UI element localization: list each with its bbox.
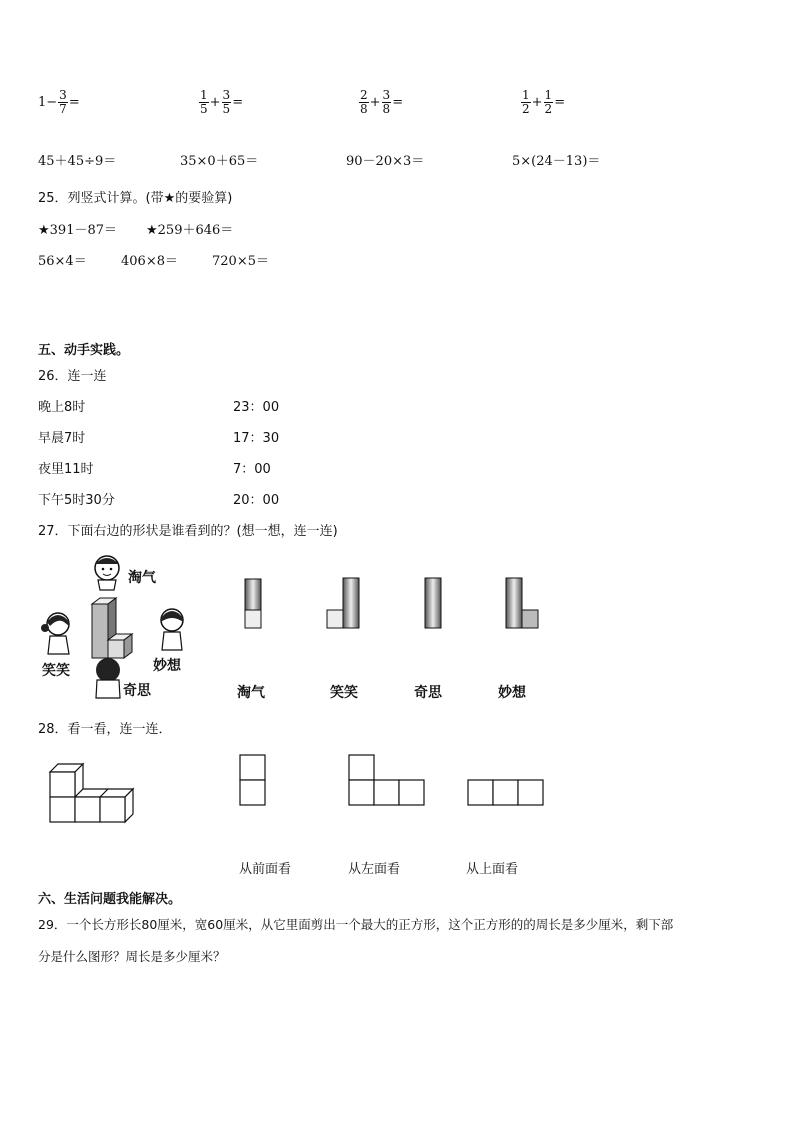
view-shape-l-right <box>505 577 541 631</box>
q26-left-3: 夜里11时 <box>38 462 94 477</box>
kid-back-icon <box>96 658 120 698</box>
denominator: 8 <box>382 102 391 116</box>
fraction <box>199 89 209 116</box>
fraction <box>359 89 369 116</box>
view-shape-stacked <box>244 578 264 630</box>
answer-label-4: 妙想 <box>498 685 526 701</box>
q28-view-l-shape <box>348 754 430 808</box>
fraction <box>521 89 531 116</box>
fraction-problem-2 <box>198 89 243 116</box>
view-label-top: 从上面看 <box>466 862 519 877</box>
numerator: 1 <box>544 88 553 102</box>
q25-title: 25．列竖式计算。(带★的要验算) <box>38 191 233 206</box>
q26-left-1: 晚上8时 <box>38 400 86 415</box>
fraction-problem-4 <box>520 89 565 116</box>
q29-line-2: 分是什么图形？周长是多少厘米？ <box>38 949 226 964</box>
mixed-op-2: 35×0＋65＝ <box>180 154 259 169</box>
view-label-left: 从左面看 <box>348 862 401 877</box>
denominator: 2 <box>522 102 530 116</box>
answer-label-1: 淘气 <box>237 685 265 701</box>
equals-sign: = <box>232 95 244 110</box>
denominator: 5 <box>222 102 231 116</box>
view-shape-l-left <box>326 577 362 631</box>
q27-title: 27．下面右边的形状是谁看到的？(想一想，连一连) <box>38 524 338 539</box>
q26-title: 26．连一连 <box>38 369 107 384</box>
numerator: 3 <box>222 88 231 102</box>
q26-right-4: 20：00 <box>233 493 280 508</box>
numerator: 2 <box>360 88 368 102</box>
kid-face-icon <box>161 609 183 650</box>
equals-sign: = <box>392 95 404 110</box>
q28-view-row <box>467 779 549 809</box>
q29-line-1: 29．一个长方形长80厘米，宽60厘米，从它里面剪出一个最大的正方形，这个正方形的的周长是多少厘米，剩下部 <box>38 917 674 932</box>
mixed-op-3: 90－20×3＝ <box>346 154 425 169</box>
blocks-3d-icon <box>92 598 132 658</box>
view-shape-tall <box>424 577 444 631</box>
kid-face-icon <box>41 613 69 654</box>
fraction <box>222 89 232 116</box>
q28-title: 28．看一看，连一连． <box>38 722 172 737</box>
q26-left-4: 下午5时30分 <box>38 493 115 508</box>
q25-plain-3: 720×5＝ <box>212 254 269 269</box>
q26-right-1: 23：00 <box>233 400 280 415</box>
kid-label-taoqi: 淘气 <box>128 570 156 586</box>
denominator: 7 <box>59 102 67 116</box>
kid-label-miaoxiang: 妙想 <box>153 658 181 674</box>
q25-plain-1: 56×4＝ <box>38 254 87 269</box>
mixed-op-1: 45＋45÷9＝ <box>38 154 117 169</box>
plus-sign: + <box>209 95 221 110</box>
q28-cubes-3d-icon <box>46 760 138 828</box>
numerator: 1 <box>522 88 530 102</box>
equals-sign: = <box>68 95 80 110</box>
denominator: 5 <box>200 102 208 116</box>
numerator: 3 <box>382 88 391 102</box>
fraction <box>58 89 68 116</box>
fraction <box>382 89 392 116</box>
answer-label-3: 奇思 <box>414 685 442 701</box>
denominator: 8 <box>360 102 368 116</box>
plus-sign: + <box>531 95 543 110</box>
section-6-heading: 六、生活问题我能解决。 <box>38 892 182 907</box>
section-5-heading: 五、动手实践。 <box>38 343 130 358</box>
kid-face-icon <box>95 556 119 590</box>
fraction-lead: 1− <box>38 95 58 110</box>
q26-left-2: 早晨7时 <box>38 431 86 446</box>
fraction-problem-1 <box>38 89 80 116</box>
answer-label-2: 笑笑 <box>330 685 358 701</box>
kid-label-qisi: 奇思 <box>123 683 151 699</box>
q25-starred-1: ★391－87＝ <box>38 223 118 238</box>
numerator: 3 <box>59 88 67 102</box>
denominator: 2 <box>544 102 553 116</box>
fraction-problem-3 <box>358 89 403 116</box>
q28-view-two-stack <box>239 754 269 808</box>
mixed-op-4: 5×(24－13)＝ <box>512 154 601 169</box>
q25-starred-2: ★259＋646＝ <box>146 223 234 238</box>
kid-label-xiaoxiao: 笑笑 <box>42 663 70 679</box>
plus-sign: + <box>369 95 381 110</box>
q26-right-2: 17：30 <box>233 431 280 446</box>
q26-right-3: 7：00 <box>233 462 271 477</box>
view-label-front: 从前面看 <box>239 862 292 877</box>
q25-plain-2: 406×8＝ <box>121 254 178 269</box>
numerator: 1 <box>200 88 208 102</box>
equals-sign: = <box>554 95 566 110</box>
fraction <box>544 89 554 116</box>
